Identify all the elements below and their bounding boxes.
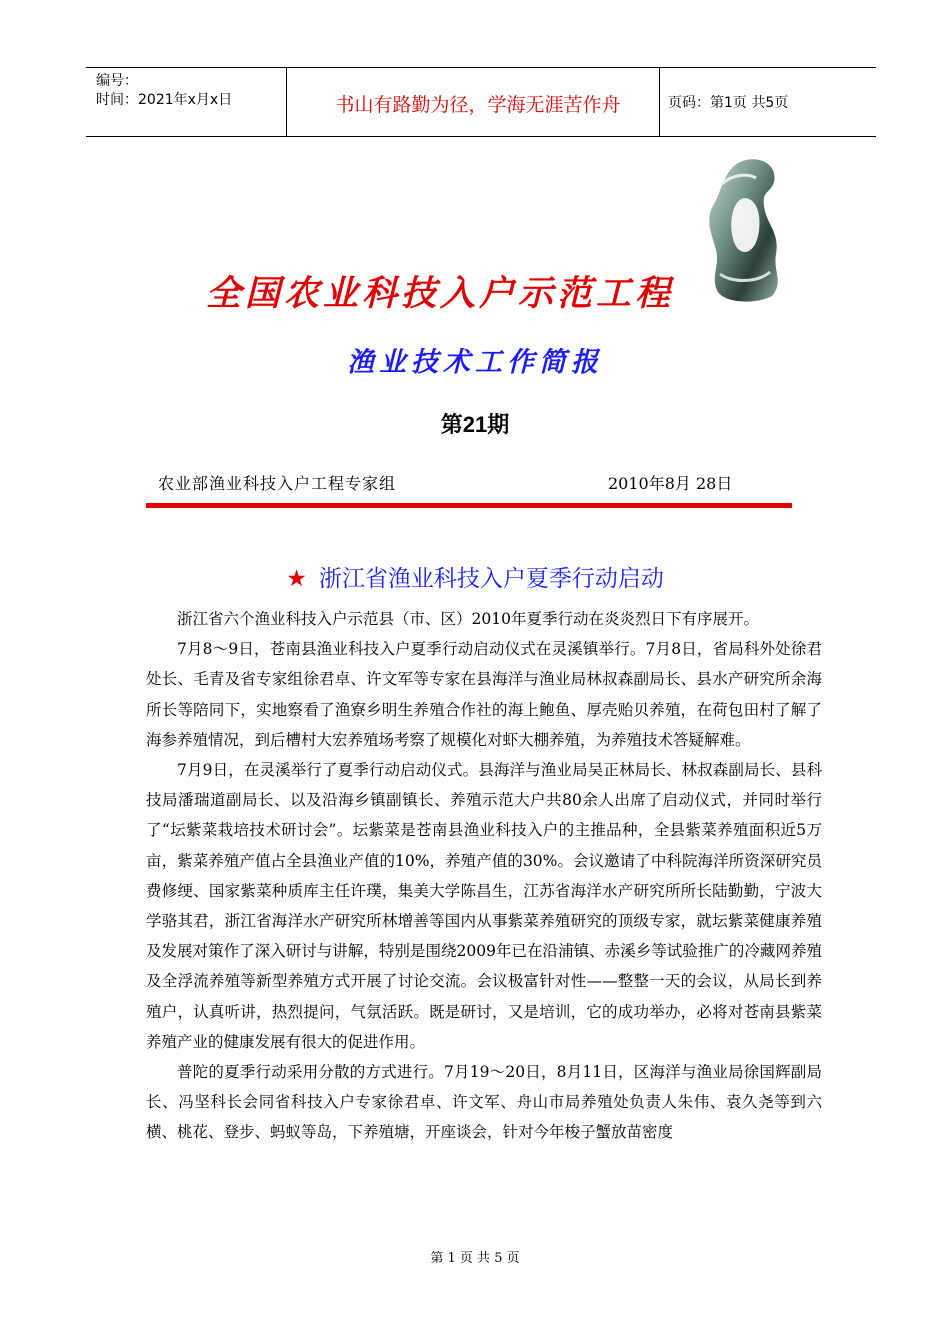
article-heading — [0, 560, 950, 593]
header-table — [86, 67, 876, 137]
article-heading-text: 浙江省渔业科技入户夏季行动启动 — [318, 566, 664, 592]
issue-number: 第21期 — [440, 412, 510, 437]
red-divider — [146, 503, 792, 508]
header-divider — [286, 68, 287, 136]
page-footer: 第 1 页 共 5 页 — [430, 1251, 520, 1266]
masthead-title: 全国农业科技入户示范工程 — [205, 273, 674, 314]
star-icon: ★ — [286, 566, 307, 592]
number-label: 编号： — [96, 73, 138, 89]
article-paragraph: 7月9日，在灵溪举行了夏季行动启动仪式。县海洋与渔业局吴正林局长、林叔森副局长、县科技局潘瑞道副局长、以及沿海乡镇副镇长、养殖示范大户共80余人出席了启动仪式，并同时举行了“坛紫菜栽培技术研讨会”。坛紫菜是苍南县渔业科技入户的主推品种，全县紫菜养殖面积近5万亩，紫菜养殖产值占全县渔业产值的10%，养殖产值的30%。会议邀请了中科院海洋所资深研究员费修绠、国家紫菜种质库主任许璞，集美大学陈昌生，江苏省海洋水产研究所所长陆勤勤，宁波大学骆其君，浙江省海洋水产研究所林增善等国内从事紫菜养殖研究的顶级专家，就坛紫菜健康养殖及发展对策作了深入研讨与讲解，特别是围绕2009年已在沿浦镇、赤溪乡等试验推广的冷藏网养殖及全浮流养殖等新型养殖方式开展了讨论交流。会议极富针对性——整整一天的会议，从局长到养殖户，认真听讲，热烈提问，气氛活跃。既是研讨，又是培训，它的成功举办，必将对苍南县紫菜养殖产业的健康发展有很大的促进作用。 — [146, 761, 822, 1051]
header-motto: 书山有路勤为径，学海无涯苦作舟 — [335, 94, 621, 116]
header-divider — [659, 68, 660, 136]
header-meta — [96, 72, 232, 110]
organization: 农业部渔业科技入户工程专家组 — [158, 474, 397, 493]
article-body — [146, 604, 822, 1148]
time-label: 时间：2021年x月x日 — [96, 92, 233, 108]
publish-date: 2010年8月 28日 — [608, 474, 733, 493]
article-paragraph: 浙江省六个渔业科技入户示范县（市、区）2010年夏季行动在炎炎烈日下有序展开。 — [177, 610, 759, 628]
article-paragraph: 普陀的夏季行动采用分散的方式进行。7月19～20日，8月11日，区海洋与渔业局徐国辉副局长、冯坚科长会同省科技入户专家徐君卓、许文军、舟山市局养殖处负责人朱伟、袁久尧等到六横、桃花、登步、蚂蚁等岛，下养殖塘，开座谈会，针对今年梭子蟹放苗密度 — [146, 1063, 822, 1142]
header-page-label: 页码：第1页 共5页 — [668, 95, 789, 111]
masthead-subtitle: 渔业技术工作简报 — [347, 347, 603, 378]
article-paragraph: 7月8～9日，苍南县渔业科技入户夏季行动启动仪式在灵溪镇举行。7月8日，省局科外处徐君处长、毛青及省专家组徐君卓、许文军等专家在县海洋与渔业局林叔森副局长、县水产研究所余海所长等陪同下，实地察看了渔寮乡明生养殖合作社的海上鲍鱼、厚壳贻贝养殖，在荷包田村了解了海参养殖情况，到后槽村大宏养殖场考察了规模化对虾大棚养殖，为养殖技术答疑解难。 — [146, 640, 822, 749]
